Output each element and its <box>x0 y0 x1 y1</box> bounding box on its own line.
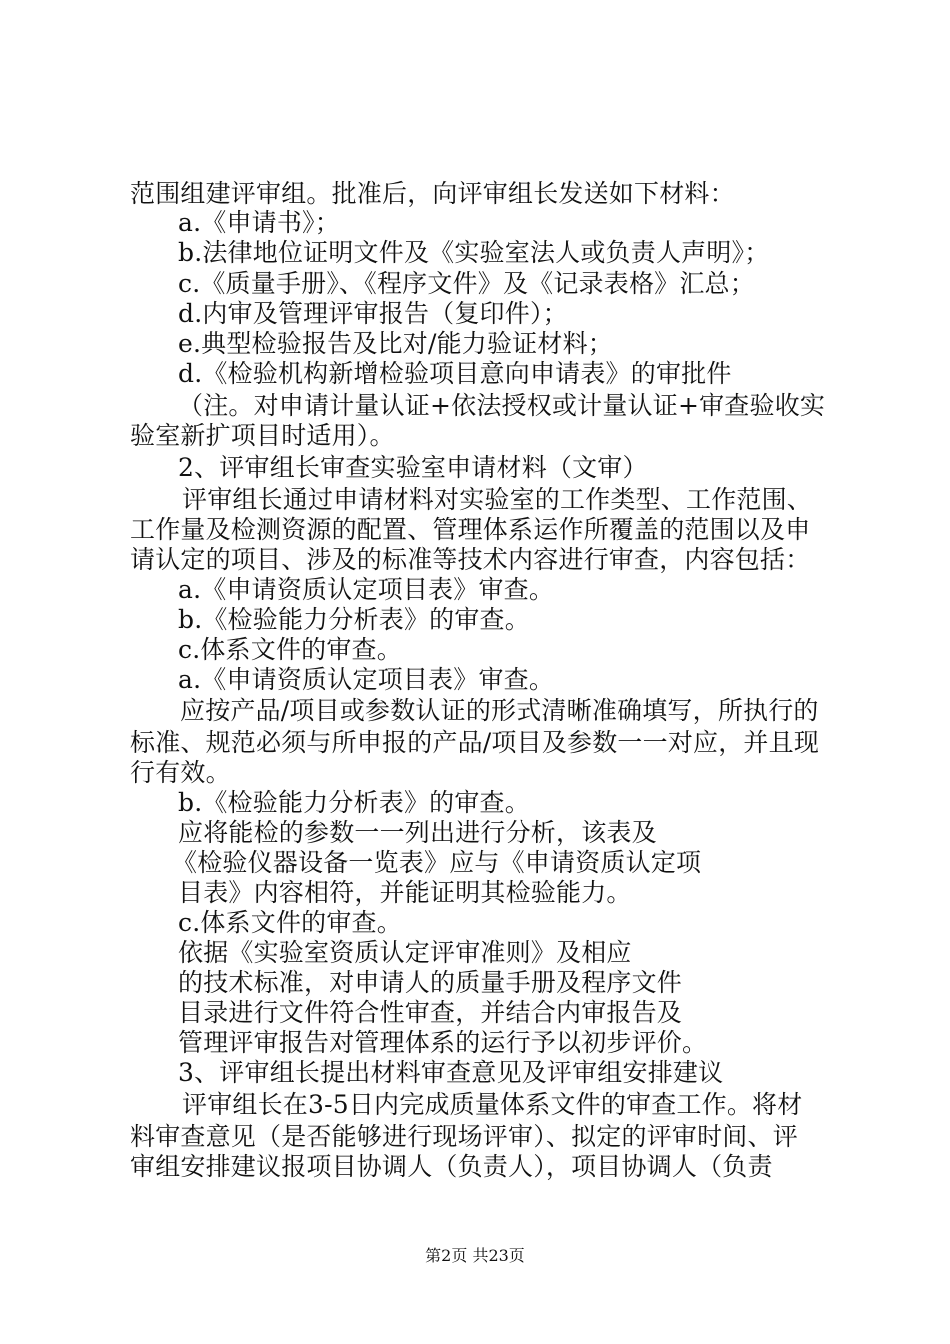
text-line: 评审组长通过申请材料对实验室的工作类型、工作范围、 <box>182 485 813 514</box>
text-line: 《检验仪器设备一览表》应与《申请资质认定项 <box>172 848 702 877</box>
text-line: 料审查意见（是否能够进行现场评审）、拟定的评审时间、评 <box>130 1122 798 1151</box>
text-line: 标准、规范必须与所申报的产品/项目及参数一一对应，并且现 <box>130 728 820 757</box>
text-line: 评审组长在3-5日内完成质量体系文件的审查工作。将材 <box>182 1090 803 1119</box>
text-line: a.《申请资质认定项目表》审查。 <box>178 665 555 694</box>
text-line: 请认定的项目、涉及的标准等技术内容进行审查，内容包括： <box>130 545 811 574</box>
text-line: d.内审及管理评审报告（复印件）； <box>178 299 568 328</box>
text-line: c.《质量手册》、《程序文件》及《记录表格》汇总； <box>178 269 755 298</box>
text-line: e.典型检验报告及比对/能力验证材料； <box>178 329 613 358</box>
text-line: 验室新扩项目时适用）。 <box>130 421 395 450</box>
text-line: 应按产品/项目或参数认证的形式清晰准确填写，所执行的 <box>180 696 819 725</box>
text-line: a.《申请资质认定项目表》审查。 <box>178 575 555 604</box>
text-line: 管理评审报告对管理体系的运行予以初步评价。 <box>178 1028 708 1057</box>
text-line: b.《检验能力分析表》的审查。 <box>178 788 530 817</box>
section-heading: 2、评审组长审查实验室申请材料（文审） <box>178 453 648 482</box>
text-line: a.《申请书》； <box>178 208 340 237</box>
text-line: c.体系文件的审查。 <box>178 635 402 664</box>
section-heading: 3、评审组长提出材料审查意见及评审组安排建议 <box>178 1058 724 1087</box>
text-line: （注。对申请计量认证+依法授权或计量认证+审查验收实 <box>178 391 826 420</box>
text-line: 范围组建评审组。批准后，向评审组长发送如下材料： <box>130 179 735 208</box>
text-line: c.体系文件的审查。 <box>178 908 402 937</box>
text-line: 审组安排建议报项目协调人（负责人），项目协调人（负责 <box>130 1152 773 1181</box>
text-line: 行有效。 <box>130 758 231 787</box>
text-line: 应将能检的参数一一列出进行分析，该表及 <box>178 818 657 847</box>
text-line: 工作量及检测资源的配置、管理体系运作所覆盖的范围以及申 <box>130 515 811 544</box>
text-line: 目录进行文件符合性审查，并结合内审报告及 <box>178 998 683 1027</box>
text-line: 目表》内容相符，并能证明其检验能力。 <box>178 878 632 907</box>
text-line: 的技术标准，对申请人的质量手册及程序文件 <box>178 968 683 997</box>
text-line: 依据《实验室资质认定评审准则》及相应 <box>178 938 632 967</box>
page-number: 第2页 共23页 <box>425 1246 525 1265</box>
text-line: b.法律地位证明文件及《实验室法人或负责人声明》； <box>178 238 770 267</box>
text-line: b.《检验能力分析表》的审查。 <box>178 605 530 634</box>
text-line: d.《检验机构新增检验项目意向申请表》的审批件 <box>178 359 732 388</box>
